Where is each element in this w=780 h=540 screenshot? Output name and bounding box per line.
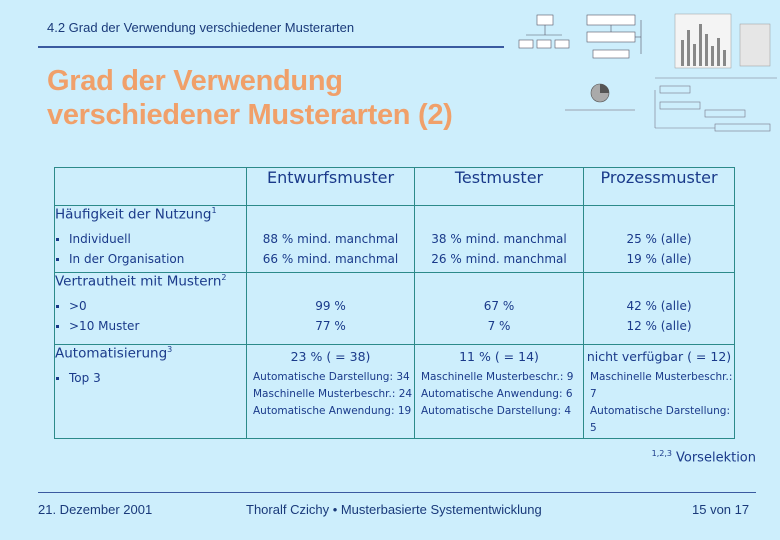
list-item: >0	[55, 296, 246, 316]
list-item: >10 Muster	[55, 316, 246, 336]
footer-date: 21. Dezember 2001	[38, 502, 153, 517]
row-label: Häufigkeit der Nutzung$^1$	[55, 206, 217, 223]
table-row	[55, 206, 735, 273]
header-title: 4.2 Grad der Verwendung verschiedener Musterarten	[47, 20, 355, 35]
table-cell: 67 % 7 %	[415, 273, 584, 345]
list-item: Top 3	[55, 368, 246, 388]
table-cell: 88 % mind. manchmal 66 % mind. manchmal	[247, 206, 415, 273]
column-header: Prozessmuster	[584, 168, 735, 206]
column-header: Entwurfsmuster	[247, 168, 415, 206]
header-empty-cell	[55, 168, 247, 206]
table-cell: 42 % (alle) 12 % (alle)	[584, 273, 735, 345]
list-item: Maschinelle Musterbeschr.: 7	[590, 371, 733, 400]
row-header	[55, 273, 247, 345]
list-item: Maschinelle Musterbeschr.: 9	[421, 371, 574, 383]
pattern-usage-table	[54, 167, 735, 439]
footer-page-number: 15 von 17	[692, 502, 750, 517]
footer-author: Thoralf Czichy • Musterbasierte Systementwicklung	[246, 502, 542, 517]
footer-divider	[38, 492, 756, 493]
list-item: Automatische Darstellung: 4	[421, 405, 572, 417]
table-row	[55, 273, 735, 345]
list-item: Maschinelle Musterbeschr.: 24	[253, 388, 413, 400]
list-item: Automatische Anwendung: 19	[253, 405, 412, 417]
table-cell: 23 % ( = 38) Automatische Darstellung: 34 Maschinelle Musterbeschr.: 24 Automatische Anwendung: 19	[247, 345, 415, 439]
list-item: In der Organisation	[55, 249, 246, 269]
slide-title-line-1: Grad der Verwendung	[47, 65, 343, 97]
list-item: Automatische Darstellung: 5	[590, 405, 731, 434]
table-cell: 25 % (alle) 19 % (alle)	[584, 206, 735, 273]
list-item: Automatische Darstellung: 34	[253, 371, 410, 383]
list-item: Individuell	[55, 229, 246, 249]
table-cell: nicht verfügbar ( = 12) Maschinelle Musterbeschr.: 7 Automatische Darstellung: 5	[584, 345, 735, 439]
decorative-diagram-thumbnails	[515, 10, 777, 150]
table-cell: 38 % mind. manchmal 26 % mind. manchmal	[415, 206, 584, 273]
header-divider	[38, 46, 504, 48]
row-header	[55, 345, 247, 439]
table-header-row	[55, 168, 735, 206]
column-header: Testmuster	[415, 168, 584, 206]
slide-title-line-2: verschiedener Musterarten (2)	[47, 99, 453, 131]
table-cell: 11 % ( = 14) Maschinelle Musterbeschr.: 9 Automatische Anwendung: 6 Automatische Darstellung: 4	[415, 345, 584, 439]
table-row	[55, 345, 735, 439]
slide-title	[47, 64, 453, 132]
list-item: Automatische Anwendung: 6	[421, 388, 573, 400]
row-label: Vertrautheit mit Mustern$^2$	[55, 273, 227, 290]
row-label: Automatisierung$^3$	[55, 345, 173, 362]
row-header	[55, 206, 247, 273]
footnote: $^{1,2,3}$ Vorselektion	[651, 449, 756, 466]
table-cell: 99 % 77 %	[247, 273, 415, 345]
